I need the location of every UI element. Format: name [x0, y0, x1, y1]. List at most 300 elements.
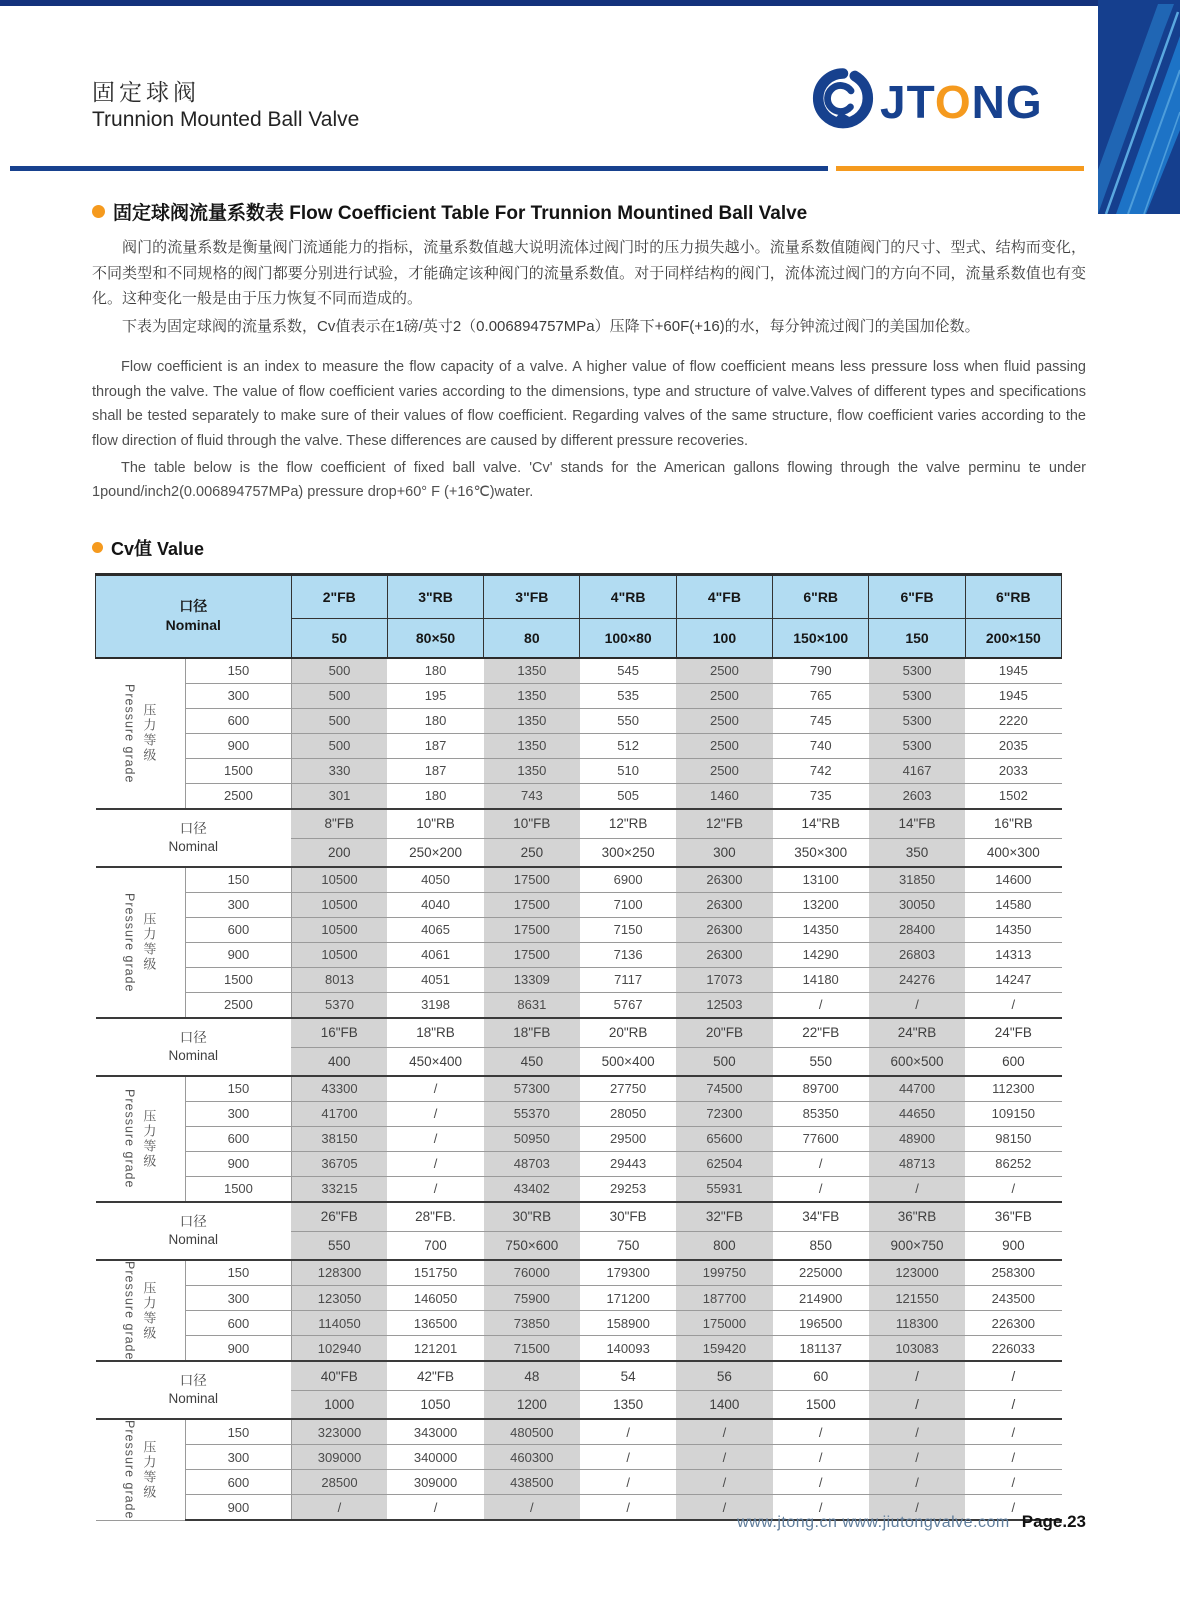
pressure-class-cell: 1500	[186, 758, 291, 783]
size-header-cell: 16"RB	[965, 809, 1061, 839]
cv-value-cell: 14180	[773, 967, 869, 992]
nominal-label-cell: 口径 Nominal	[96, 809, 292, 867]
cv-value-cell: 2603	[869, 783, 965, 809]
size-header-cell: 60	[773, 1361, 869, 1391]
nominal-label-cell: 口径 Nominal	[96, 1018, 292, 1076]
cv-value-cell: 38150	[291, 1126, 387, 1151]
size-header-cell: 16"FB	[291, 1018, 387, 1048]
main-content	[92, 198, 1086, 1521]
cv-value-cell: 2500	[676, 683, 772, 708]
bore-header-cell: 50	[291, 618, 387, 658]
cv-value-cell: 71500	[484, 1336, 580, 1362]
pressure-class-cell: 2500	[186, 992, 291, 1018]
jtong-logo	[812, 66, 1043, 138]
cv-value-cell: 7117	[580, 967, 676, 992]
cv-value-cell: 28400	[869, 917, 965, 942]
cv-data-row	[96, 1419, 1062, 1445]
cv-value-cell: 26803	[869, 942, 965, 967]
cv-value-cell: 75900	[484, 1285, 580, 1310]
cv-data-row	[96, 658, 1062, 684]
size-header-cell: /	[869, 1361, 965, 1391]
pressure-class-cell: 150	[186, 658, 291, 684]
section-title-text: 固定球阀流量系数表 Flow Coefficient Table For Trunnion Mountined Ball Valve	[113, 203, 808, 224]
cv-value-cell: 226300	[965, 1311, 1061, 1336]
cv-value-cell: 187	[387, 733, 483, 758]
cv-value-cell: 5300	[869, 733, 965, 758]
cv-value-cell: /	[291, 1495, 387, 1521]
bore-header-cell: 1400	[676, 1391, 772, 1420]
pressure-class-cell: 2500	[186, 783, 291, 809]
cv-data-row	[96, 1336, 1062, 1362]
cv-value-cell: 128300	[291, 1260, 387, 1286]
cv-value-cell: 28500	[291, 1470, 387, 1495]
cv-value-cell: 510	[580, 758, 676, 783]
nominal-size-row	[96, 1202, 1062, 1232]
cv-data-row	[96, 917, 1062, 942]
size-header-cell: 10"FB	[484, 809, 580, 839]
cv-value-cell: 72300	[676, 1101, 772, 1126]
cv-data-row	[96, 967, 1062, 992]
cv-value-cell: 55931	[676, 1176, 772, 1202]
cv-data-row	[96, 783, 1062, 809]
cv-value-cell: 136500	[387, 1311, 483, 1336]
cv-value-cell: 103083	[869, 1336, 965, 1362]
cv-value-cell: 199750	[676, 1260, 772, 1286]
cv-value-cell: /	[773, 1151, 869, 1176]
cv-value-cell: 86252	[965, 1151, 1061, 1176]
bore-header-cell: 550	[291, 1231, 387, 1260]
bore-header-cell: 80	[484, 618, 580, 658]
paragraph-en-2: The table below is the flow coefficient of fixed ball valve. 'Cv' stands for the American gallons flowing through the valve perminu te under 1pound/inch2(0.006894757MPa) pressure drop+60° F (+16℃)water.	[92, 459, 1086, 501]
nominal-size-row	[96, 1018, 1062, 1048]
cv-value-cell: 123000	[869, 1260, 965, 1286]
cv-value-cell: 301	[291, 783, 387, 809]
bore-header-cell: 1000	[291, 1391, 387, 1420]
cv-value-cell: 8631	[484, 992, 580, 1018]
page-footer	[737, 1512, 1086, 1532]
cv-value-cell: /	[773, 1445, 869, 1470]
nominal-label-cell: 口径 Nominal	[96, 1202, 292, 1260]
cv-value-cell: 175000	[676, 1311, 772, 1336]
size-header-cell: 36"RB	[869, 1202, 965, 1232]
cv-value-cell: 742	[773, 758, 869, 783]
cv-value-cell: 179300	[580, 1260, 676, 1286]
cv-value-cell: 171200	[580, 1285, 676, 1310]
cv-value-cell: 77600	[773, 1126, 869, 1151]
cv-value-cell: 2035	[965, 733, 1061, 758]
bore-header-cell: 350×300	[773, 838, 869, 867]
bore-header-cell: 100	[676, 618, 772, 658]
cv-value-cell: 26300	[676, 917, 772, 942]
size-header-cell: 4"RB	[580, 574, 676, 618]
size-header-cell: 48	[484, 1361, 580, 1391]
cv-value-cell: 480500	[484, 1419, 580, 1445]
cv-data-row	[96, 992, 1062, 1018]
cv-value-cell: 500	[291, 683, 387, 708]
cv-value-cell: 30050	[869, 892, 965, 917]
nominal-size-row	[96, 809, 1062, 839]
cv-value-cell: 8013	[291, 967, 387, 992]
cv-value-cell: 545	[580, 658, 676, 684]
cv-value-cell: 17500	[484, 917, 580, 942]
bore-header-cell: /	[965, 1391, 1061, 1420]
cv-value-cell: 76000	[484, 1260, 580, 1286]
cv-value-cell: 29253	[580, 1176, 676, 1202]
cv-value-cell: 41700	[291, 1101, 387, 1126]
cv-value-cell: /	[387, 1076, 483, 1102]
cv-value-cell: 14580	[965, 892, 1061, 917]
cv-data-row	[96, 733, 1062, 758]
bore-header-cell: 450×400	[387, 1047, 483, 1076]
cv-value-cell: 140093	[580, 1336, 676, 1362]
cv-value-cell: 438500	[484, 1470, 580, 1495]
cv-value-cell: /	[580, 1445, 676, 1470]
size-header-cell: 30"FB	[580, 1202, 676, 1232]
cv-value-title	[92, 535, 1086, 561]
cv-value-cell: 123050	[291, 1285, 387, 1310]
size-header-cell: 26"FB	[291, 1202, 387, 1232]
size-header-cell: 10"RB	[387, 809, 483, 839]
paragraph-en-1: Flow coefficient is an index to measure the flow capacity of a valve. A higher value of flow coefficient means less pressure loss when fluid passing through the valve. The value of flow coefficient varies according to the dimensions, type and structure of valve.Valves of different types and specifications shall be tested separately to make sure of their values of flow coefficient. Regarding valves of the same structure, flow coefficient varies according to the flow direction of fluid through the valve. These differences are caused by different pressure recoveries.	[92, 359, 1086, 449]
pressure-class-cell: 150	[186, 867, 291, 893]
cv-value-cell: 57300	[484, 1076, 580, 1102]
cv-data-row	[96, 1101, 1062, 1126]
cv-value-cell: 4167	[869, 758, 965, 783]
cv-value-cell: 14600	[965, 867, 1061, 893]
cv-value-cell: 65600	[676, 1126, 772, 1151]
pressure-class-cell: 1500	[186, 967, 291, 992]
cv-value-cell: 790	[773, 658, 869, 684]
cv-value-cell: 31850	[869, 867, 965, 893]
cv-value-cell: 2220	[965, 708, 1061, 733]
cv-value-cell: 1350	[484, 733, 580, 758]
cv-data-row	[96, 1151, 1062, 1176]
cv-value-cell: 24276	[869, 967, 965, 992]
cv-table	[95, 573, 1062, 1521]
pressure-grade-label: Pressure grade 压力等级	[96, 1260, 186, 1361]
pressure-class-cell: 300	[186, 892, 291, 917]
size-header-cell: 24"RB	[869, 1018, 965, 1048]
cv-value-cell: 121550	[869, 1285, 965, 1310]
cv-value-cell: 4051	[387, 967, 483, 992]
pressure-class-cell: 300	[186, 1285, 291, 1310]
cv-value-cell: 512	[580, 733, 676, 758]
cv-data-row	[96, 1470, 1062, 1495]
cv-value-cell: 3198	[387, 992, 483, 1018]
cv-value-cell: 26300	[676, 867, 772, 893]
page-title-zh: 固定球阀	[92, 79, 200, 105]
cv-value-cell: 4050	[387, 867, 483, 893]
cv-value-cell: 323000	[291, 1419, 387, 1445]
cv-value-cell: 2500	[676, 758, 772, 783]
bore-header-cell: 900×750	[869, 1231, 965, 1260]
cv-value-cell: 10500	[291, 917, 387, 942]
cv-value-cell: 225000	[773, 1260, 869, 1286]
cv-value-cell: 226033	[965, 1336, 1061, 1362]
cv-value-cell: 13100	[773, 867, 869, 893]
cv-value-cell: 74500	[676, 1076, 772, 1102]
cv-value-cell: 340000	[387, 1445, 483, 1470]
paragraph-zh-2: 下表为固定球阀的流量系数，Cv值表示在1磅/英寸2（0.006894757MPa）压降下+60F(+16)的水，每分钟流过阀门的美国加伦数。	[122, 317, 980, 335]
cv-value-cell: 29443	[580, 1151, 676, 1176]
bore-header-cell: 100×80	[580, 618, 676, 658]
pressure-class-cell: 600	[186, 1470, 291, 1495]
pressure-grade-label: Pressure grade 压力等级	[96, 1419, 186, 1520]
pressure-class-cell: 300	[186, 1445, 291, 1470]
cv-value-cell: 48703	[484, 1151, 580, 1176]
page-title-en: Trunnion Mounted Ball Valve	[92, 108, 360, 131]
cv-value-cell: 1350	[484, 758, 580, 783]
cv-data-row	[96, 1176, 1062, 1202]
cv-value-cell: 2500	[676, 708, 772, 733]
bore-header-cell: 750	[580, 1231, 676, 1260]
cv-value-cell: 50950	[484, 1126, 580, 1151]
bore-header-cell: 200×150	[965, 618, 1061, 658]
cv-value-cell: /	[869, 1470, 965, 1495]
cv-value-cell: 26300	[676, 942, 772, 967]
bore-header-cell: 150×100	[773, 618, 869, 658]
cv-value-cell: 4040	[387, 892, 483, 917]
cv-value-cell: /	[676, 1470, 772, 1495]
cv-value-cell: /	[676, 1495, 772, 1521]
bore-header-cell: 150	[869, 618, 965, 658]
cv-value-cell: /	[484, 1495, 580, 1521]
cv-value-cell: /	[965, 1495, 1061, 1521]
cv-value-cell: 735	[773, 783, 869, 809]
cv-value-cell: 13200	[773, 892, 869, 917]
cv-value-cell: 2500	[676, 658, 772, 684]
cv-data-row	[96, 1311, 1062, 1336]
cv-value-cell: 743	[484, 783, 580, 809]
bore-header-cell: 850	[773, 1231, 869, 1260]
cv-value-cell: /	[869, 1495, 965, 1521]
bore-header-cell: 500×400	[580, 1047, 676, 1076]
cv-data-row	[96, 1260, 1062, 1286]
jtong-logo-text: JTONG	[880, 76, 1043, 128]
bore-header-cell: 350	[869, 838, 965, 867]
cv-value-cell: 1350	[484, 708, 580, 733]
cv-value-cell: 14350	[773, 917, 869, 942]
bore-header-cell: 600×500	[869, 1047, 965, 1076]
cv-value-cell: /	[676, 1419, 772, 1445]
cv-value-cell: 5370	[291, 992, 387, 1018]
nominal-size-row	[96, 1361, 1062, 1391]
size-header-cell: 3"RB	[387, 574, 483, 618]
cv-value-cell: 505	[580, 783, 676, 809]
pressure-class-cell: 1500	[186, 1176, 291, 1202]
bore-header-cell: 400×300	[965, 838, 1061, 867]
pressure-class-cell: 600	[186, 1311, 291, 1336]
size-header-cell: 6"FB	[869, 574, 965, 618]
cv-value-cell: /	[580, 1495, 676, 1521]
cv-value-cell: /	[387, 1176, 483, 1202]
bore-header-cell: 400	[291, 1047, 387, 1076]
cv-value-cell: 159420	[676, 1336, 772, 1362]
cv-value-cell: 1945	[965, 658, 1061, 684]
cv-data-row	[96, 683, 1062, 708]
cv-value-cell: 17500	[484, 867, 580, 893]
cv-value-cell: 48900	[869, 1126, 965, 1151]
nominal-label-cell: 口径 Nominal	[96, 574, 292, 658]
cv-value-cell: 309000	[291, 1445, 387, 1470]
cv-value-cell: 187700	[676, 1285, 772, 1310]
bore-header-cell: 250×200	[387, 838, 483, 867]
cv-value-cell: 214900	[773, 1285, 869, 1310]
cv-value-cell: 17500	[484, 892, 580, 917]
cv-value-cell: 14313	[965, 942, 1061, 967]
size-header-cell: /	[965, 1361, 1061, 1391]
pressure-class-cell: 600	[186, 1126, 291, 1151]
size-header-cell: 6"RB	[773, 574, 869, 618]
bore-header-cell: 80×50	[387, 618, 483, 658]
cv-value-cell: /	[869, 1419, 965, 1445]
size-header-cell: 12"RB	[580, 809, 676, 839]
cv-value-cell: 146050	[387, 1285, 483, 1310]
size-header-cell: 36"FB	[965, 1202, 1061, 1232]
pressure-class-cell: 300	[186, 683, 291, 708]
cv-value-cell: 26300	[676, 892, 772, 917]
bore-header-cell: 750×600	[484, 1231, 580, 1260]
footer-page-number: Page.23	[1021, 1512, 1086, 1531]
size-header-cell: 22"FB	[773, 1018, 869, 1048]
cv-value-cell: 98150	[965, 1126, 1061, 1151]
bore-header-cell: 200	[291, 838, 387, 867]
size-header-cell: 42"FB	[387, 1361, 483, 1391]
cv-value-cell: 4061	[387, 942, 483, 967]
cv-value-cell: /	[965, 1419, 1061, 1445]
bore-header-cell: 600	[965, 1047, 1061, 1076]
size-header-cell: 12"FB	[676, 809, 772, 839]
cv-value-cell: 500	[291, 733, 387, 758]
cv-value-cell: 180	[387, 708, 483, 733]
bore-header-cell: /	[869, 1391, 965, 1420]
cv-value-cell: 13309	[484, 967, 580, 992]
cv-data-row	[96, 1285, 1062, 1310]
cv-value-cell: /	[773, 1419, 869, 1445]
cv-value-cell: 500	[291, 658, 387, 684]
cv-value-cell: /	[965, 1470, 1061, 1495]
cv-value-cell: 73850	[484, 1311, 580, 1336]
cv-value-cell: 195	[387, 683, 483, 708]
cv-value-cell: 114050	[291, 1311, 387, 1336]
cv-value-cell: 550	[580, 708, 676, 733]
cv-value-cell: 1350	[484, 658, 580, 684]
pressure-class-cell: 150	[186, 1076, 291, 1102]
cv-value-cell: 5300	[869, 658, 965, 684]
cv-value-cell: 460300	[484, 1445, 580, 1470]
size-header-cell: 18"FB	[484, 1018, 580, 1048]
cv-value-cell: /	[387, 1495, 483, 1521]
size-header-cell: 8"FB	[291, 809, 387, 839]
cv-data-row	[96, 758, 1062, 783]
pressure-class-cell: 900	[186, 1336, 291, 1362]
size-header-cell: 4"FB	[676, 574, 772, 618]
cv-value-cell: 14350	[965, 917, 1061, 942]
pressure-class-cell: 300	[186, 1101, 291, 1126]
bore-header-cell: 300×250	[580, 838, 676, 867]
size-header-cell: 24"FB	[965, 1018, 1061, 1048]
cv-value-cell: 187	[387, 758, 483, 783]
cv-value-cell: 181137	[773, 1336, 869, 1362]
cv-value-cell: 89700	[773, 1076, 869, 1102]
cv-value-cell: 10500	[291, 867, 387, 893]
cv-value-cell: 330	[291, 758, 387, 783]
orange-bullet-icon	[92, 542, 103, 553]
bore-header-cell: 550	[773, 1047, 869, 1076]
corner-decoration	[1098, 0, 1180, 214]
cv-value-cell: 243500	[965, 1285, 1061, 1310]
pressure-class-cell: 900	[186, 942, 291, 967]
cv-value-cell: 309000	[387, 1470, 483, 1495]
footer-urls: www.jtong.cn www.jiutongvalve.com	[737, 1514, 1010, 1531]
size-header-cell: 30"RB	[484, 1202, 580, 1232]
cv-value-cell: 180	[387, 783, 483, 809]
cv-value-cell: /	[580, 1470, 676, 1495]
bore-header-cell: 900	[965, 1231, 1061, 1260]
cv-value-cell: 12503	[676, 992, 772, 1018]
pressure-class-cell: 150	[186, 1419, 291, 1445]
logo-orange-o: O	[934, 76, 972, 128]
size-header-cell: 2"FB	[291, 574, 387, 618]
cv-value-cell: 1502	[965, 783, 1061, 809]
size-header-cell: 20"FB	[676, 1018, 772, 1048]
bore-header-cell: 1200	[484, 1391, 580, 1420]
section-title	[92, 198, 1086, 225]
cv-value-cell: 17500	[484, 942, 580, 967]
cv-value-cell: 1350	[484, 683, 580, 708]
cv-value-cell: 48713	[869, 1151, 965, 1176]
cv-value-cell: 43402	[484, 1176, 580, 1202]
cv-value-cell: 109150	[965, 1101, 1061, 1126]
cv-value-cell: 158900	[580, 1311, 676, 1336]
jtong-logo-icon	[812, 66, 874, 138]
cv-value-cell: 343000	[387, 1419, 483, 1445]
cv-data-row	[96, 1445, 1062, 1470]
bore-header-cell: 500	[676, 1047, 772, 1076]
pressure-class-cell: 600	[186, 708, 291, 733]
size-header-cell: 56	[676, 1361, 772, 1391]
bore-header-cell: 1050	[387, 1391, 483, 1420]
size-header-cell: 18"RB	[387, 1018, 483, 1048]
bore-header-cell: 1500	[773, 1391, 869, 1420]
cv-data-row	[96, 892, 1062, 917]
cv-data-row	[96, 1076, 1062, 1102]
cv-value-cell: 7136	[580, 942, 676, 967]
cv-value-cell: 14290	[773, 942, 869, 967]
cv-value-cell: /	[387, 1126, 483, 1151]
size-header-cell: 54	[580, 1361, 676, 1391]
cv-data-row	[96, 708, 1062, 733]
cv-value-title-text: Cv值 Value	[111, 538, 205, 559]
page-top-strip	[0, 0, 1180, 6]
cv-value-cell: 1460	[676, 783, 772, 809]
cv-value-cell: 102940	[291, 1336, 387, 1362]
cv-value-cell: 28050	[580, 1101, 676, 1126]
cv-value-cell: 2033	[965, 758, 1061, 783]
pressure-grade-label: Pressure grade 压力等级	[96, 1076, 186, 1202]
bore-header-cell: 450	[484, 1047, 580, 1076]
cv-value-cell: 765	[773, 683, 869, 708]
cv-value-cell: 151750	[387, 1260, 483, 1286]
cv-value-cell: 4065	[387, 917, 483, 942]
cv-value-cell: 258300	[965, 1260, 1061, 1286]
cv-value-cell: 5300	[869, 683, 965, 708]
cv-value-cell: 2500	[676, 733, 772, 758]
cv-data-row	[96, 867, 1062, 893]
header-rule-orange	[836, 166, 1084, 171]
table-size-header-row	[96, 574, 1062, 618]
cv-value-cell: /	[965, 992, 1061, 1018]
